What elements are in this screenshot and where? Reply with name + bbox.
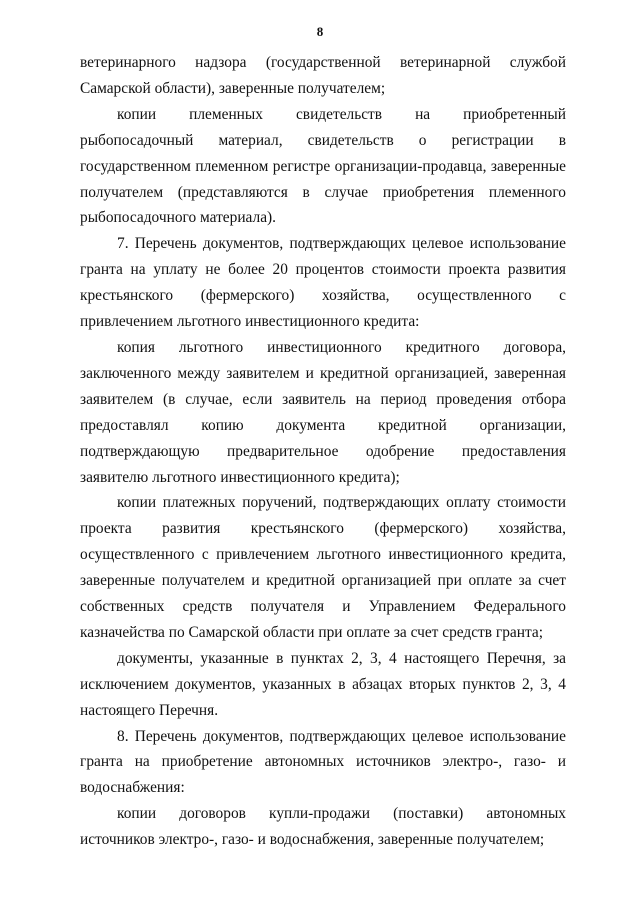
paragraph-payment-orders: копии платежных поручений, подтверждающих оплату стоимости проекта развития крестьянского (фермерского) хозяйства, осуществленного с привлечением льготного инвестиционного кредита, заверенные получателем и кредитной организацией при оплате за счет собственных средств получателя и Управлением Федерального казначейства по Самарской области при оплате за счет средств гранта; bbox=[80, 494, 566, 641]
document-body bbox=[80, 50, 566, 853]
paragraph-breeding-certificates: копии племенных свидетельств на приобретенный рыбопосадочный материал, свидетельств о регистрации в государственном племенном регистре организации-продавца, заверенные получателем (представляются в случае приобретения племенного рыбопосадочного материала). bbox=[80, 105, 566, 227]
paragraph-credit-agreement-copy: копия льготного инвестиционного кредитного договора, заключенного между заявителем и кредитной организацией, заверенная заявителем (в случае, если заявитель на период проведения отбора предоставлял копию документа кредитной организации, подтверждающую предварительное одобрение предоставления заявителю льготного инвестиционного кредита); bbox=[80, 338, 566, 486]
paragraph-purchase-contracts: копии договоров купли-продажи (поставки) автономных источников электро-, газо- и водоснабжения, заверенные получателем; bbox=[80, 805, 566, 849]
page-number: 8 bbox=[316, 24, 324, 39]
paragraph-item-7-heading: 7. Перечень документов, подтверждающих целевое использование гранта на уплату не более 20 процентов стоимости проекта развития крестьянского (фермерского) хозяйства, осуществленного с привлечением льготного инвестиционного кредита: bbox=[80, 235, 566, 331]
paragraph-continuation: ветеринарного надзора (государственной ветеринарной службой Самарской области), заверенные получателем; bbox=[80, 54, 566, 97]
paragraph-item-8-heading: 8. Перечень документов, подтверждающих целевое использование гранта на приобретение автономных источников электро-, газо- и водоснабжения: bbox=[80, 727, 566, 797]
paragraph-referenced-documents: документы, указанные в пунктах 2, 3, 4 настоящего Перечня, за исключением документов, указанных в абзацах вторых пунктов 2, 3, 4 настоящего Перечня. bbox=[80, 649, 566, 719]
